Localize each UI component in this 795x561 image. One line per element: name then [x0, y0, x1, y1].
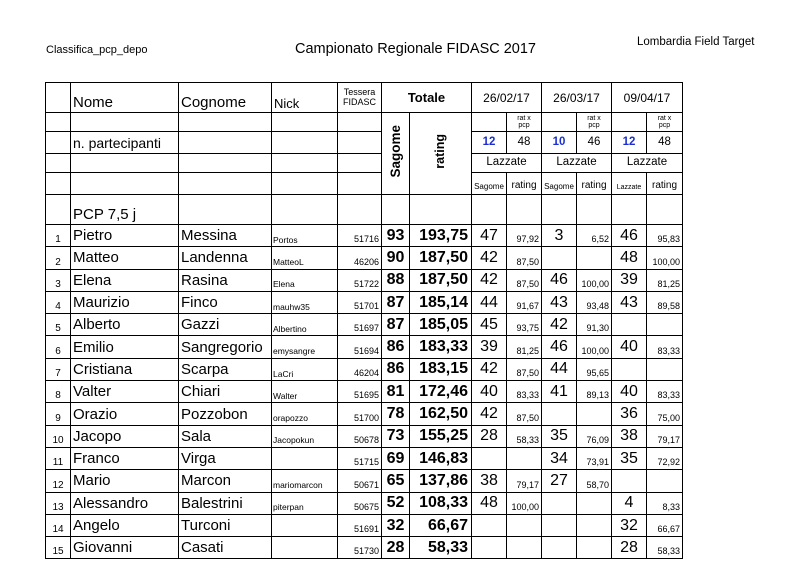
- cell-nome: Cristiana: [71, 358, 179, 380]
- cell-e2r: 100,00: [577, 336, 612, 358]
- cell-e2r: 6,52: [577, 225, 612, 247]
- rat-x-pcp-1: 48: [507, 132, 542, 154]
- participants-row: [46, 132, 683, 154]
- cell-nome: Giovanni: [71, 537, 179, 559]
- table-row: [46, 514, 683, 536]
- cell-sagome: 78: [382, 403, 410, 425]
- cell-e2r: 91,30: [577, 314, 612, 336]
- cell-e1s: 44: [472, 291, 507, 313]
- cell-tessera: 51701: [338, 291, 382, 313]
- cell-tessera: 50675: [338, 492, 382, 514]
- cell-e2r: [577, 514, 612, 536]
- cell-e1s: 45: [472, 314, 507, 336]
- cell-e2r: 100,00: [577, 269, 612, 291]
- sub-sagome-2: Sagome: [542, 173, 577, 195]
- cell-e3r: [647, 314, 683, 336]
- cell-rating: 155,25: [410, 425, 472, 447]
- cell-e3s: 32: [612, 514, 647, 536]
- cell-e2s: 35: [542, 425, 577, 447]
- sub-rating-2: rating: [577, 173, 612, 195]
- table-row: [46, 358, 683, 380]
- cell-n: 11: [46, 447, 71, 469]
- cell-sagome: 87: [382, 314, 410, 336]
- cell-e2s: 46: [542, 336, 577, 358]
- cell-e2s: [542, 537, 577, 559]
- cell-e3s: 36: [612, 403, 647, 425]
- cell-nick: MatteoL: [272, 247, 338, 269]
- cell-nome: Mario: [71, 470, 179, 492]
- cell-nick: LaCri: [272, 358, 338, 380]
- cell-e2s: 44: [542, 358, 577, 380]
- col-cognome: Cognome: [179, 83, 272, 113]
- cell-nome: Maurizio: [71, 291, 179, 313]
- organization-name: Lombardia Field Target: [637, 36, 755, 48]
- cell-cognome: Casati: [179, 537, 272, 559]
- cell-e2r: [577, 403, 612, 425]
- cell-cognome: Virga: [179, 447, 272, 469]
- document-title: Campionato Regionale FIDASC 2017: [295, 41, 536, 57]
- cell-rating: 183,15: [410, 358, 472, 380]
- category-label: PCP 7,5 j: [71, 195, 179, 225]
- cell-n: 13: [46, 492, 71, 514]
- cell-e2r: 76,09: [577, 425, 612, 447]
- cell-sagome: 65: [382, 470, 410, 492]
- cell-n: 5: [46, 314, 71, 336]
- cell-tessera: 51700: [338, 403, 382, 425]
- cell-e1r: [507, 447, 542, 469]
- col-sagome: Sagome: [382, 113, 410, 195]
- cell-e3s: [612, 314, 647, 336]
- cell-nome: Orazio: [71, 403, 179, 425]
- header-row-ratx: [46, 113, 683, 132]
- cell-e3s: 39: [612, 269, 647, 291]
- cell-sagome: 81: [382, 381, 410, 403]
- table-row: [46, 269, 683, 291]
- cell-e3r: 95,83: [647, 225, 683, 247]
- cell-e1s: [472, 537, 507, 559]
- category-row: [46, 195, 683, 225]
- cell-cognome: Chiari: [179, 381, 272, 403]
- cell-rating: 137,86: [410, 470, 472, 492]
- cell-e2s: 27: [542, 470, 577, 492]
- cell-sagome: 90: [382, 247, 410, 269]
- cell-e1s: 28: [472, 425, 507, 447]
- cell-nome: Angelo: [71, 514, 179, 536]
- cell-e2r: 58,70: [577, 470, 612, 492]
- cell-e1r: 91,67: [507, 291, 542, 313]
- cell-sagome: 32: [382, 514, 410, 536]
- cell-e3r: 100,00: [647, 247, 683, 269]
- sub-rating-3: rating: [647, 173, 683, 195]
- cell-e1s: 48: [472, 492, 507, 514]
- cell-e1r: 87,50: [507, 269, 542, 291]
- cell-n: 6: [46, 336, 71, 358]
- table-row: [46, 336, 683, 358]
- cell-nome: Alberto: [71, 314, 179, 336]
- cell-e1r: 58,33: [507, 425, 542, 447]
- cell-cognome: Scarpa: [179, 358, 272, 380]
- cell-e3s: [612, 358, 647, 380]
- cell-n: 3: [46, 269, 71, 291]
- cell-rating: 185,14: [410, 291, 472, 313]
- cell-cognome: Messina: [179, 225, 272, 247]
- cell-e1s: [472, 514, 507, 536]
- cell-rating: 58,33: [410, 537, 472, 559]
- table-row: [46, 247, 683, 269]
- cell-nome: Emilio: [71, 336, 179, 358]
- event-date-3: 09/04/17: [612, 83, 683, 113]
- cell-e1r: 97,92: [507, 225, 542, 247]
- cell-e2r: 89,13: [577, 381, 612, 403]
- cell-cognome: Finco: [179, 291, 272, 313]
- cell-nome: Pietro: [71, 225, 179, 247]
- cell-rating: 146,83: [410, 447, 472, 469]
- cell-nick: [272, 447, 338, 469]
- col-rating: rating: [410, 113, 472, 195]
- cell-n: 1: [46, 225, 71, 247]
- cell-e3s: 40: [612, 381, 647, 403]
- cell-e2s: 46: [542, 269, 577, 291]
- cell-nick: mariomarcon: [272, 470, 338, 492]
- event-location-3: Lazzate: [612, 154, 683, 173]
- cell-n: 12: [46, 470, 71, 492]
- cell-nick: Jacopokun: [272, 425, 338, 447]
- participants-1: 12: [472, 132, 507, 154]
- cell-e3r: 75,00: [647, 403, 683, 425]
- event-location-2: Lazzate: [542, 154, 612, 173]
- cell-e2r: [577, 492, 612, 514]
- col-nome: Nome: [71, 83, 179, 113]
- col-nick: Nick: [272, 83, 338, 113]
- cell-rating: 162,50: [410, 403, 472, 425]
- cell-tessera: 51695: [338, 381, 382, 403]
- cell-e3r: 58,33: [647, 537, 683, 559]
- cell-nome: Elena: [71, 269, 179, 291]
- table-row: [46, 447, 683, 469]
- table-row: [46, 403, 683, 425]
- cell-tessera: 46204: [338, 358, 382, 380]
- cell-nick: piterpan: [272, 492, 338, 514]
- location-row: [46, 154, 683, 173]
- cell-sagome: 28: [382, 537, 410, 559]
- cell-rating: 183,33: [410, 336, 472, 358]
- cell-sagome: 93: [382, 225, 410, 247]
- cell-nome: Franco: [71, 447, 179, 469]
- cell-cognome: Gazzi: [179, 314, 272, 336]
- table-row: [46, 314, 683, 336]
- cell-cognome: Landenna: [179, 247, 272, 269]
- cell-e3r: 89,58: [647, 291, 683, 313]
- cell-e2s: [542, 247, 577, 269]
- cell-nick: [272, 537, 338, 559]
- table-row: [46, 492, 683, 514]
- cell-tessera: 51722: [338, 269, 382, 291]
- cell-e1r: 83,33: [507, 381, 542, 403]
- participants-2: 10: [542, 132, 577, 154]
- cell-e3r: 83,33: [647, 381, 683, 403]
- cell-tessera: 46206: [338, 247, 382, 269]
- cell-e2r: 93,48: [577, 291, 612, 313]
- cell-e3r: 83,33: [647, 336, 683, 358]
- cell-e3r: 66,67: [647, 514, 683, 536]
- cell-nick: orapozzo: [272, 403, 338, 425]
- cell-tessera: 51715: [338, 447, 382, 469]
- sub-lazzate-3: Lazzate: [612, 173, 647, 195]
- cell-tessera: 50671: [338, 470, 382, 492]
- cell-nick: Portos: [272, 225, 338, 247]
- cell-e1s: 42: [472, 403, 507, 425]
- cell-e3s: 35: [612, 447, 647, 469]
- table-row: [46, 537, 683, 559]
- sub-sagome-1: Sagome: [472, 173, 507, 195]
- cell-nick: Albertino: [272, 314, 338, 336]
- cell-e2r: 95,65: [577, 358, 612, 380]
- cell-nome: Valter: [71, 381, 179, 403]
- table-row: [46, 291, 683, 313]
- rat-x-pcp-label-3: rat x pcp: [647, 113, 683, 132]
- header-row: [46, 83, 683, 113]
- cell-e3s: 48: [612, 247, 647, 269]
- cell-e1s: 40: [472, 381, 507, 403]
- cell-e2r: [577, 247, 612, 269]
- cell-e1r: 87,50: [507, 247, 542, 269]
- cell-e1r: 81,25: [507, 336, 542, 358]
- cell-nick: mauhw35: [272, 291, 338, 313]
- cell-n: 10: [46, 425, 71, 447]
- table-row: [46, 425, 683, 447]
- cell-n: 7: [46, 358, 71, 380]
- cell-e2s: 3: [542, 225, 577, 247]
- cell-tessera: 51730: [338, 537, 382, 559]
- cell-e2s: 34: [542, 447, 577, 469]
- cell-n: 15: [46, 537, 71, 559]
- cell-e2r: [577, 537, 612, 559]
- cell-e2s: 43: [542, 291, 577, 313]
- cell-e2r: 73,91: [577, 447, 612, 469]
- cell-cognome: Pozzobon: [179, 403, 272, 425]
- cell-e3r: 79,17: [647, 425, 683, 447]
- cell-e1s: 47: [472, 225, 507, 247]
- cell-e1s: 42: [472, 269, 507, 291]
- cell-e1s: 38: [472, 470, 507, 492]
- cell-e3s: 40: [612, 336, 647, 358]
- rat-x-pcp-label-1: rat x pcp: [507, 113, 542, 132]
- ranking-table: [45, 82, 683, 559]
- cell-e3s: [612, 470, 647, 492]
- cell-rating: 172,46: [410, 381, 472, 403]
- cell-nick: Elena: [272, 269, 338, 291]
- cell-nick: [272, 514, 338, 536]
- cell-n: 9: [46, 403, 71, 425]
- table-row: [46, 381, 683, 403]
- cell-sagome: 73: [382, 425, 410, 447]
- cell-sagome: 52: [382, 492, 410, 514]
- cell-e2s: 41: [542, 381, 577, 403]
- cell-e2s: [542, 403, 577, 425]
- cell-e3s: 28: [612, 537, 647, 559]
- cell-n: 2: [46, 247, 71, 269]
- cell-cognome: Rasina: [179, 269, 272, 291]
- cell-e1r: [507, 514, 542, 536]
- event-location-1: Lazzate: [472, 154, 542, 173]
- cell-e3s: 4: [612, 492, 647, 514]
- col-totale: Totale: [382, 83, 472, 113]
- col-tessera: Tessera FIDASC: [338, 83, 382, 113]
- cell-e1s: 39: [472, 336, 507, 358]
- cell-e1r: 93,75: [507, 314, 542, 336]
- cell-e3r: [647, 358, 683, 380]
- cell-tessera: 51691: [338, 514, 382, 536]
- cell-rating: 187,50: [410, 269, 472, 291]
- cell-e1s: 42: [472, 247, 507, 269]
- cell-e1r: 87,50: [507, 358, 542, 380]
- cell-rating: 108,33: [410, 492, 472, 514]
- cell-sagome: 88: [382, 269, 410, 291]
- cell-tessera: 51716: [338, 225, 382, 247]
- cell-e3r: 8,33: [647, 492, 683, 514]
- cell-nome: Matteo: [71, 247, 179, 269]
- cell-cognome: Sangregorio: [179, 336, 272, 358]
- cell-tessera: 51697: [338, 314, 382, 336]
- cell-e3r: 72,92: [647, 447, 683, 469]
- cell-e3s: 43: [612, 291, 647, 313]
- cell-cognome: Sala: [179, 425, 272, 447]
- cell-sagome: 69: [382, 447, 410, 469]
- cell-nick: emysangre: [272, 336, 338, 358]
- cell-e2s: 42: [542, 314, 577, 336]
- cell-sagome: 86: [382, 336, 410, 358]
- rat-x-pcp-2: 46: [577, 132, 612, 154]
- document-subtitle: Classifica_pcp_depo: [46, 44, 148, 56]
- cell-e1r: 100,00: [507, 492, 542, 514]
- cell-e3s: 38: [612, 425, 647, 447]
- cell-tessera: 50678: [338, 425, 382, 447]
- sub-rating-1: rating: [507, 173, 542, 195]
- rat-x-pcp-label-2: rat x pcp: [577, 113, 612, 132]
- cell-rating: 193,75: [410, 225, 472, 247]
- cell-e2s: [542, 492, 577, 514]
- cell-nome: Jacopo: [71, 425, 179, 447]
- cell-nick: Walter: [272, 381, 338, 403]
- cell-e3r: 81,25: [647, 269, 683, 291]
- subheader-row: [46, 173, 683, 195]
- cell-cognome: Turconi: [179, 514, 272, 536]
- cell-e1r: [507, 537, 542, 559]
- cell-e1s: [472, 447, 507, 469]
- n-partecipanti-label: n. partecipanti: [71, 132, 179, 154]
- event-date-1: 26/02/17: [472, 83, 542, 113]
- cell-e3s: 46: [612, 225, 647, 247]
- cell-e2s: [542, 514, 577, 536]
- cell-tessera: 51694: [338, 336, 382, 358]
- cell-e1s: 42: [472, 358, 507, 380]
- cell-rating: 185,05: [410, 314, 472, 336]
- cell-e1r: 79,17: [507, 470, 542, 492]
- table-row: [46, 470, 683, 492]
- cell-e1r: 87,50: [507, 403, 542, 425]
- cell-sagome: 86: [382, 358, 410, 380]
- cell-n: 8: [46, 381, 71, 403]
- event-date-2: 26/03/17: [542, 83, 612, 113]
- participants-3: 12: [612, 132, 647, 154]
- cell-n: 4: [46, 291, 71, 313]
- cell-sagome: 87: [382, 291, 410, 313]
- cell-rating: 187,50: [410, 247, 472, 269]
- cell-cognome: Balestrini: [179, 492, 272, 514]
- cell-nome: Alessandro: [71, 492, 179, 514]
- cell-rating: 66,67: [410, 514, 472, 536]
- table-row: [46, 225, 683, 247]
- cell-n: 14: [46, 514, 71, 536]
- cell-cognome: Marcon: [179, 470, 272, 492]
- cell-e3r: [647, 470, 683, 492]
- rat-x-pcp-3: 48: [647, 132, 683, 154]
